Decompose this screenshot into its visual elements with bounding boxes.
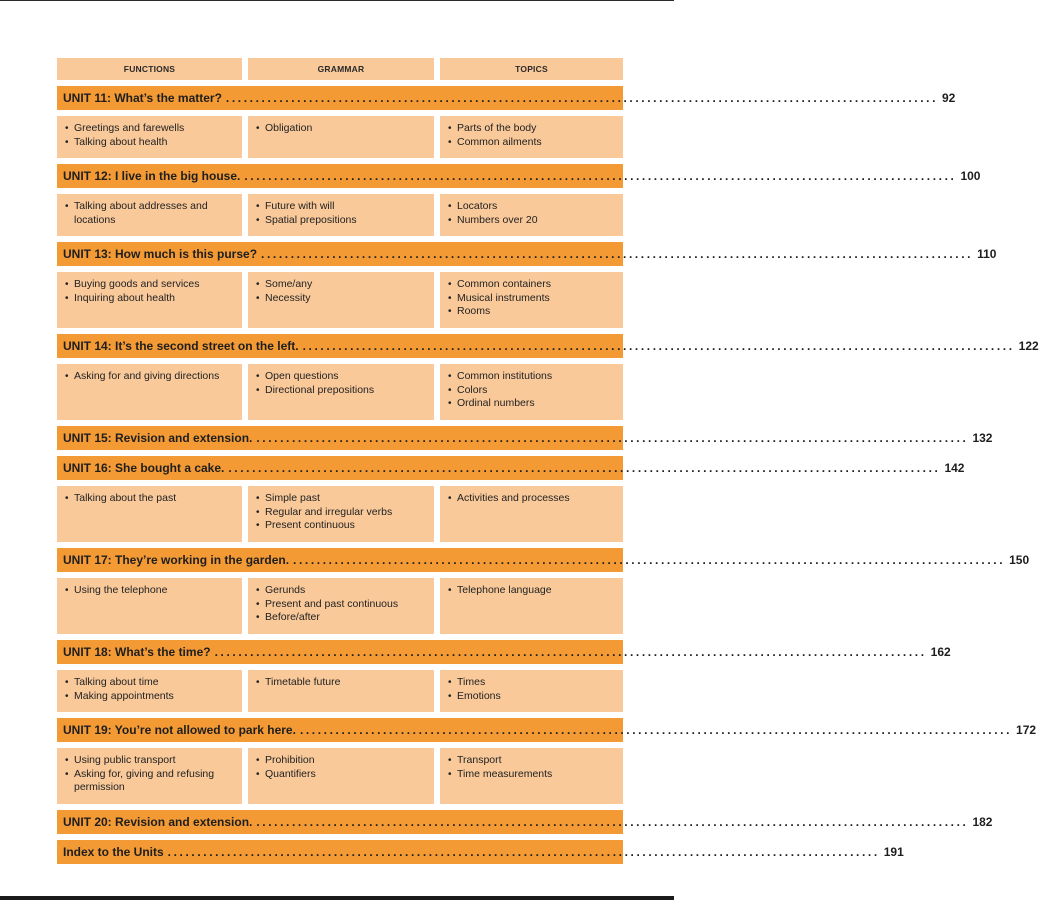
list-item: • Telephone language bbox=[448, 584, 615, 598]
list-item: • Present continuous bbox=[256, 519, 426, 533]
page-number: 162 bbox=[930, 645, 951, 659]
list-item: • Spatial prepositions bbox=[256, 214, 426, 228]
dot-leader: ........................................................................................................................ bbox=[261, 247, 974, 261]
list-item: • Asking for, giving and refusing permission bbox=[65, 768, 234, 795]
topics-list bbox=[448, 370, 615, 411]
grammar-list bbox=[256, 676, 426, 690]
top-rule bbox=[0, 0, 674, 1]
unit-title-bar[interactable] bbox=[57, 718, 1037, 742]
unit-details-row bbox=[57, 486, 623, 542]
functions-list bbox=[65, 754, 234, 795]
page-number: 182 bbox=[972, 815, 993, 829]
unit-title-bar[interactable] bbox=[57, 548, 1030, 572]
list-item: • Colors bbox=[448, 384, 615, 398]
topics-cell bbox=[440, 578, 623, 634]
list-item: • Some/any bbox=[256, 278, 426, 292]
unit-title: UNIT 16: She bought a cake. bbox=[63, 461, 225, 475]
unit-title: UNIT 13: How much is this purse? bbox=[63, 247, 258, 261]
list-item: • Timetable future bbox=[256, 676, 426, 690]
dot-leader: ........................................................................................................................ bbox=[167, 845, 880, 859]
functions-cell bbox=[57, 578, 242, 634]
list-item: • Open questions bbox=[256, 370, 426, 384]
grammar-cell bbox=[248, 486, 434, 542]
page-number: 100 bbox=[960, 169, 981, 183]
page-number: 132 bbox=[972, 431, 993, 445]
column-headers bbox=[57, 58, 623, 80]
page-number: 142 bbox=[944, 461, 965, 475]
unit-title: UNIT 14: It’s the second street on the left. bbox=[63, 339, 299, 353]
unit-list bbox=[57, 86, 1039, 864]
topics-list bbox=[448, 492, 615, 506]
grammar-list bbox=[256, 754, 426, 781]
list-item: • Talking about addresses and locations bbox=[65, 200, 234, 227]
list-item: • Talking about the past bbox=[65, 492, 234, 506]
header-grammar: GRAMMAR bbox=[248, 58, 434, 80]
unit-title-bar[interactable] bbox=[57, 426, 993, 450]
topics-list bbox=[448, 676, 615, 703]
topics-cell bbox=[440, 272, 623, 328]
list-item: • Rooms bbox=[448, 305, 615, 319]
unit-title: UNIT 19: You’re not allowed to park here. bbox=[63, 723, 296, 737]
dot-leader: ........................................................................................................................ bbox=[214, 645, 927, 659]
unit-title: UNIT 11: What’s the matter? bbox=[63, 91, 222, 105]
functions-cell bbox=[57, 364, 242, 420]
grammar-list bbox=[256, 122, 426, 136]
list-item: • Common ailments bbox=[448, 136, 615, 150]
functions-list bbox=[65, 278, 234, 305]
unit-details-row bbox=[57, 364, 623, 420]
grammar-cell bbox=[248, 578, 434, 634]
unit-title: UNIT 20: Revision and extension. bbox=[63, 815, 253, 829]
functions-cell bbox=[57, 116, 242, 158]
page-number: 172 bbox=[1016, 723, 1037, 737]
unit-title-bar[interactable] bbox=[57, 164, 981, 188]
list-item: • Time measurements bbox=[448, 768, 615, 782]
unit-title-bar[interactable] bbox=[57, 334, 1039, 358]
list-item: • Ordinal numbers bbox=[448, 397, 615, 411]
topics-list bbox=[448, 278, 615, 319]
list-item: • Making appointments bbox=[65, 690, 234, 704]
list-item: • Using public transport bbox=[65, 754, 234, 768]
unit-title: UNIT 12: I live in the big house. bbox=[63, 169, 241, 183]
functions-list bbox=[65, 370, 234, 384]
list-item: • Present and past continuous bbox=[256, 598, 426, 612]
topics-list bbox=[448, 754, 615, 781]
dot-leader: ........................................................................................................................ bbox=[244, 169, 957, 183]
list-item: • Transport bbox=[448, 754, 615, 768]
list-item: • Directional prepositions bbox=[256, 384, 426, 398]
unit-details-row bbox=[57, 272, 623, 328]
functions-list bbox=[65, 584, 234, 598]
list-item: • Gerunds bbox=[256, 584, 426, 598]
page-number: 191 bbox=[883, 845, 904, 859]
page-number: 122 bbox=[1018, 339, 1039, 353]
bottom-rule bbox=[0, 896, 674, 900]
list-item: • Activities and processes bbox=[448, 492, 615, 506]
page-number: 110 bbox=[977, 247, 997, 261]
list-item: • Emotions bbox=[448, 690, 615, 704]
dot-leader: ........................................................................................................................ bbox=[228, 461, 941, 475]
unit-details-row bbox=[57, 748, 623, 804]
grammar-cell bbox=[248, 364, 434, 420]
grammar-list bbox=[256, 584, 426, 625]
functions-list bbox=[65, 122, 234, 149]
list-item: • Musical instruments bbox=[448, 292, 615, 306]
unit-title: Index to the Units bbox=[63, 845, 164, 859]
unit-details-row bbox=[57, 670, 623, 712]
list-item: • Using the telephone bbox=[65, 584, 234, 598]
topics-list bbox=[448, 584, 615, 598]
grammar-list bbox=[256, 200, 426, 227]
topics-cell bbox=[440, 486, 623, 542]
page-number: 92 bbox=[942, 91, 956, 105]
list-item: • Greetings and farewells bbox=[65, 122, 234, 136]
unit-title-bar[interactable] bbox=[57, 456, 965, 480]
grammar-cell bbox=[248, 670, 434, 712]
unit-title-bar[interactable] bbox=[57, 86, 956, 110]
unit-title: UNIT 15: Revision and extension. bbox=[63, 431, 253, 445]
list-item: • Common containers bbox=[448, 278, 615, 292]
functions-cell bbox=[57, 748, 242, 804]
dot-leader: ........................................................................................................................ bbox=[256, 815, 969, 829]
unit-details-row bbox=[57, 116, 623, 158]
list-item: • Buying goods and services bbox=[65, 278, 234, 292]
list-item: • Times bbox=[448, 676, 615, 690]
grammar-cell bbox=[248, 748, 434, 804]
list-item: • Simple past bbox=[256, 492, 426, 506]
topics-list bbox=[448, 200, 615, 227]
dot-leader: ........................................................................................................................ bbox=[299, 723, 1013, 737]
topics-cell bbox=[440, 116, 623, 158]
list-item: • Future with will bbox=[256, 200, 426, 214]
functions-cell bbox=[57, 272, 242, 328]
list-item: • Common institutions bbox=[448, 370, 615, 384]
header-functions: FUNCTIONS bbox=[57, 58, 242, 80]
list-item: • Necessity bbox=[256, 292, 426, 306]
unit-title-bar[interactable] bbox=[57, 640, 951, 664]
topics-cell bbox=[440, 748, 623, 804]
list-item: • Before/after bbox=[256, 611, 426, 625]
unit-title-bar[interactable] bbox=[57, 242, 997, 266]
list-item: • Regular and irregular verbs bbox=[256, 506, 426, 520]
grammar-cell bbox=[248, 116, 434, 158]
functions-list bbox=[65, 492, 234, 506]
functions-cell bbox=[57, 486, 242, 542]
unit-title: UNIT 17: They’re working in the garden. bbox=[63, 553, 290, 567]
grammar-list bbox=[256, 278, 426, 305]
functions-list bbox=[65, 200, 234, 227]
topics-list bbox=[448, 122, 615, 149]
list-item: • Inquiring about health bbox=[65, 292, 234, 306]
functions-list bbox=[65, 676, 234, 703]
unit-details-row bbox=[57, 194, 623, 236]
functions-cell bbox=[57, 194, 242, 236]
list-item: • Numbers over 20 bbox=[448, 214, 615, 228]
dot-leader: ........................................................................................................................ bbox=[256, 431, 969, 445]
list-item: • Talking about health bbox=[65, 136, 234, 150]
functions-cell bbox=[57, 670, 242, 712]
list-item: • Obligation bbox=[256, 122, 426, 136]
grammar-list bbox=[256, 492, 426, 533]
dot-leader: ........................................................................................................................ bbox=[293, 553, 1006, 567]
list-item: • Locators bbox=[448, 200, 615, 214]
topics-cell bbox=[440, 194, 623, 236]
table-of-contents bbox=[57, 58, 1039, 870]
list-item: • Talking about time bbox=[65, 676, 234, 690]
grammar-list bbox=[256, 370, 426, 397]
list-item: • Parts of the body bbox=[448, 122, 615, 136]
list-item: • Quantifiers bbox=[256, 768, 426, 782]
dot-leader: ........................................................................................................................ bbox=[225, 91, 938, 105]
grammar-cell bbox=[248, 194, 434, 236]
unit-details-row bbox=[57, 578, 623, 634]
list-item: • Asking for and giving directions bbox=[65, 370, 234, 384]
page-number: 150 bbox=[1009, 553, 1030, 567]
list-item: • Prohibition bbox=[256, 754, 426, 768]
topics-cell bbox=[440, 670, 623, 712]
header-topics: TOPICS bbox=[440, 58, 623, 80]
unit-title: UNIT 18: What’s the time? bbox=[63, 645, 211, 659]
grammar-cell bbox=[248, 272, 434, 328]
unit-title-bar[interactable] bbox=[57, 810, 993, 834]
topics-cell bbox=[440, 364, 623, 420]
unit-title-bar[interactable] bbox=[57, 840, 904, 864]
dot-leader: ........................................................................................................................ bbox=[302, 339, 1015, 353]
